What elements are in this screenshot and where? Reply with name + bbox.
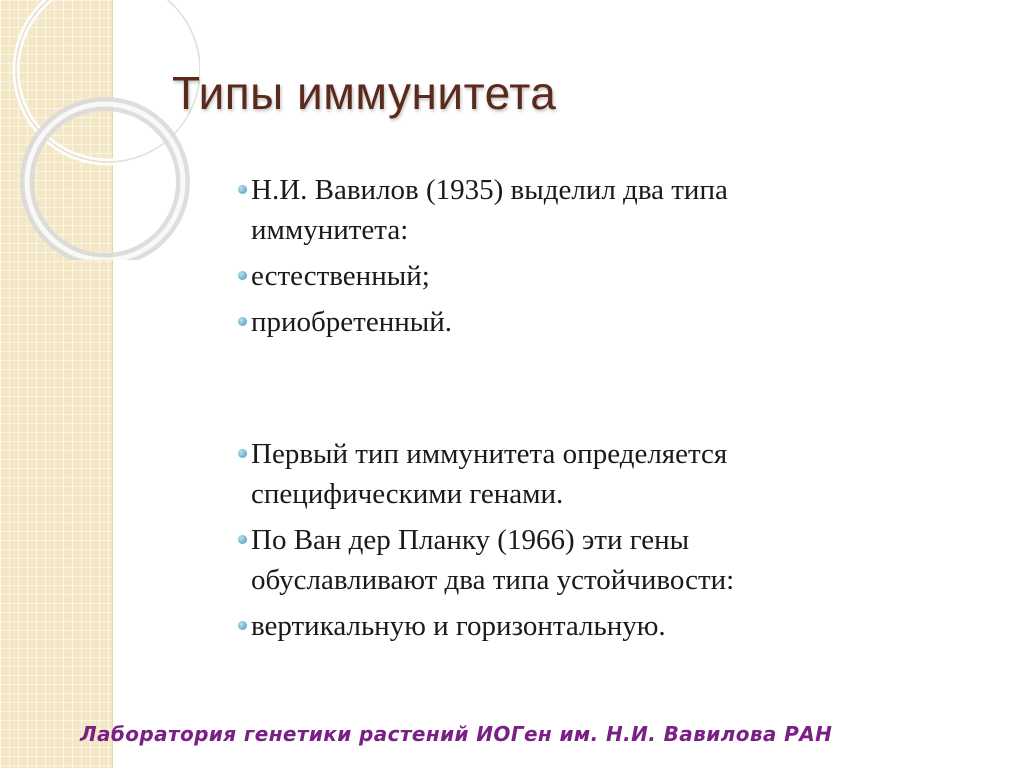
bullet-dot-icon	[238, 317, 247, 326]
bullet-text: естественный;	[251, 260, 430, 292]
bullet-item	[238, 520, 838, 600]
bullet-text: Первый тип иммунитета определяется специфическими генами.	[251, 438, 728, 510]
footer-text: Лаборатория генетики растений ИОГен им. Н.И. Вавилова РАН	[80, 722, 833, 746]
bullet-text: Н.И. Вавилов (1935) выделил два типа иммунитета:	[251, 174, 728, 246]
decorative-rings-icon	[0, 0, 200, 260]
bullet-item	[238, 434, 838, 514]
bullet-item	[238, 256, 838, 296]
bullet-item	[238, 606, 838, 646]
bullet-item	[238, 170, 838, 250]
bullet-gap	[238, 348, 838, 434]
bullet-dot-icon	[238, 621, 247, 630]
bullet-list	[238, 170, 838, 652]
slide-title: Типы иммунитета	[172, 67, 557, 119]
bullet-text: приобретенный.	[251, 306, 453, 338]
bullet-text: По Ван дер Планку (1966) эти гены обуславливают два типа устойчивости:	[251, 524, 735, 596]
bullet-text: вертикальную и горизонтальную.	[251, 610, 666, 642]
bullet-dot-icon	[238, 449, 247, 458]
bullet-item	[238, 302, 838, 342]
bullet-dot-icon	[238, 185, 247, 194]
bullet-dot-icon	[238, 535, 247, 544]
bullet-dot-icon	[238, 271, 247, 280]
